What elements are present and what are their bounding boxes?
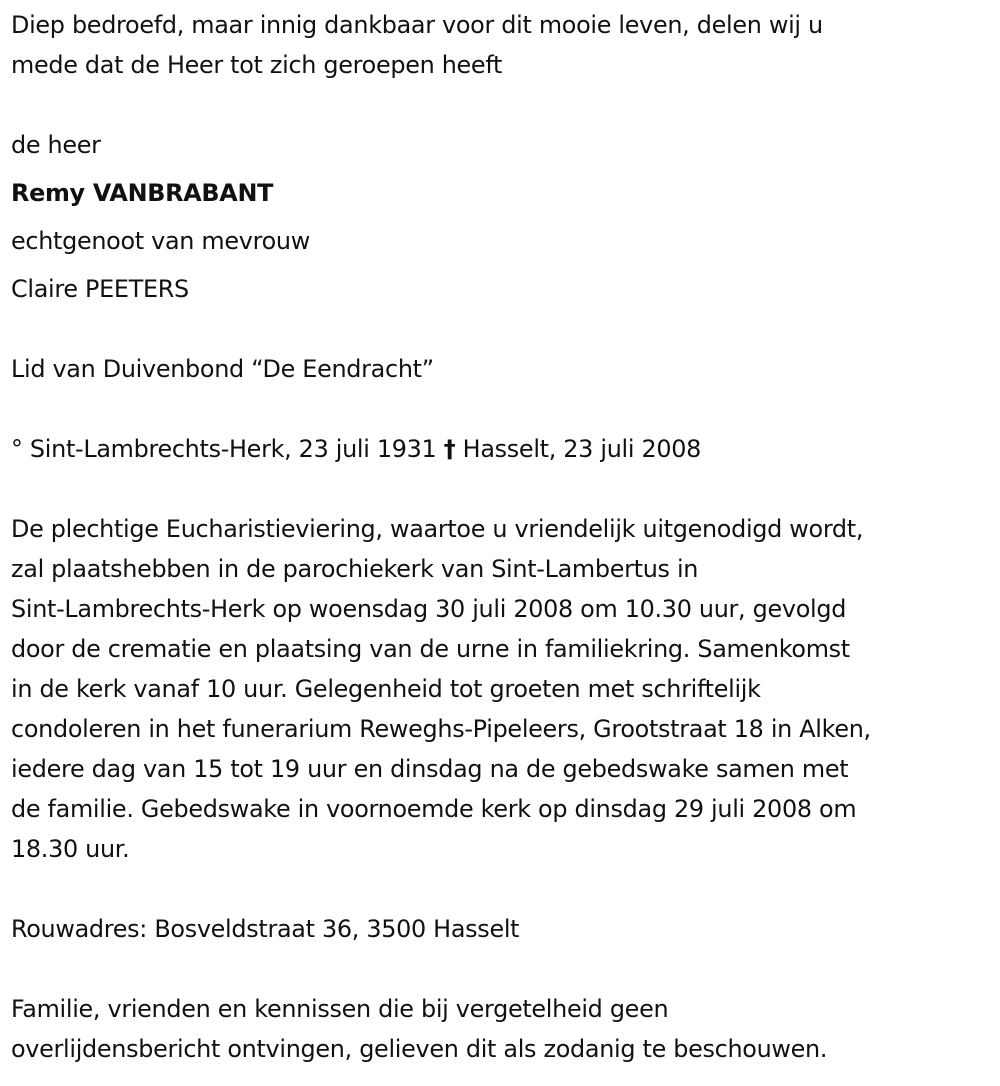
deceased-relation: echtgenoot van mevrouw xyxy=(11,227,310,255)
ceremony-paragraph xyxy=(11,509,996,869)
closing-paragraph xyxy=(11,989,996,1069)
cross-icon: † xyxy=(443,435,456,463)
ceremony-line: De plechtige Eucharistieviering, waartoe u vriendelijk uitgenodigd wordt, xyxy=(11,515,864,543)
intro-paragraph xyxy=(11,5,996,85)
ceremony-line: in de kerk vanaf 10 uur. Gelegenheid tot groeten met schriftelijk xyxy=(11,675,761,703)
birth-info: Sint-Lambrechts-Herk, 23 juli 1931 xyxy=(22,435,444,463)
ceremony-line: iedere dag van 15 tot 19 uur en dinsdag na de gebedswake samen met xyxy=(11,755,849,783)
birth-symbol: ° xyxy=(11,435,23,463)
ceremony-line: 18.30 uur. xyxy=(11,835,130,863)
death-notice xyxy=(11,0,996,1069)
spouse-name: Claire PEETERS xyxy=(11,275,189,303)
dates-line xyxy=(11,429,996,469)
ceremony-line: Sint-Lambrechts-Herk op woensdag 30 juli 2008 om 10.30 uur, gevolgd xyxy=(11,595,847,623)
death-info: Hasselt, 23 juli 2008 xyxy=(455,435,702,463)
ceremony-line: door de crematie en plaatsing van de urne in familiekring. Samenkomst xyxy=(11,635,850,663)
deceased-block xyxy=(11,125,996,309)
intro-line-1: Diep bedroefd, maar innig dankbaar voor dit mooie leven, delen wij u xyxy=(11,11,823,39)
intro-line-2: mede dat de Heer tot zich geroepen heeft xyxy=(11,51,503,79)
ceremony-line: condoleren in het funerarium Reweghs-Pipeleers, Grootstraat 18 in Alken, xyxy=(11,715,871,743)
deceased-name: Remy VANBRABANT xyxy=(11,179,274,207)
mourning-address: Rouwadres: Bosveldstraat 36, 3500 Hasselt xyxy=(11,915,520,943)
closing-line: overlijdensbericht ontvingen, gelieven dit als zodanig te beschouwen. xyxy=(11,1035,828,1063)
ceremony-line: zal plaatshebben in de parochiekerk van Sint-Lambertus in xyxy=(11,555,699,583)
ceremony-line: de familie. Gebedswake in voornoemde kerk op dinsdag 29 juli 2008 om xyxy=(11,795,857,823)
closing-line: Familie, vrienden en kennissen die bij vergetelheid geen xyxy=(11,995,669,1023)
membership-line: Lid van Duivenbond “De Eendracht” xyxy=(11,355,434,383)
deceased-title: de heer xyxy=(11,131,101,159)
